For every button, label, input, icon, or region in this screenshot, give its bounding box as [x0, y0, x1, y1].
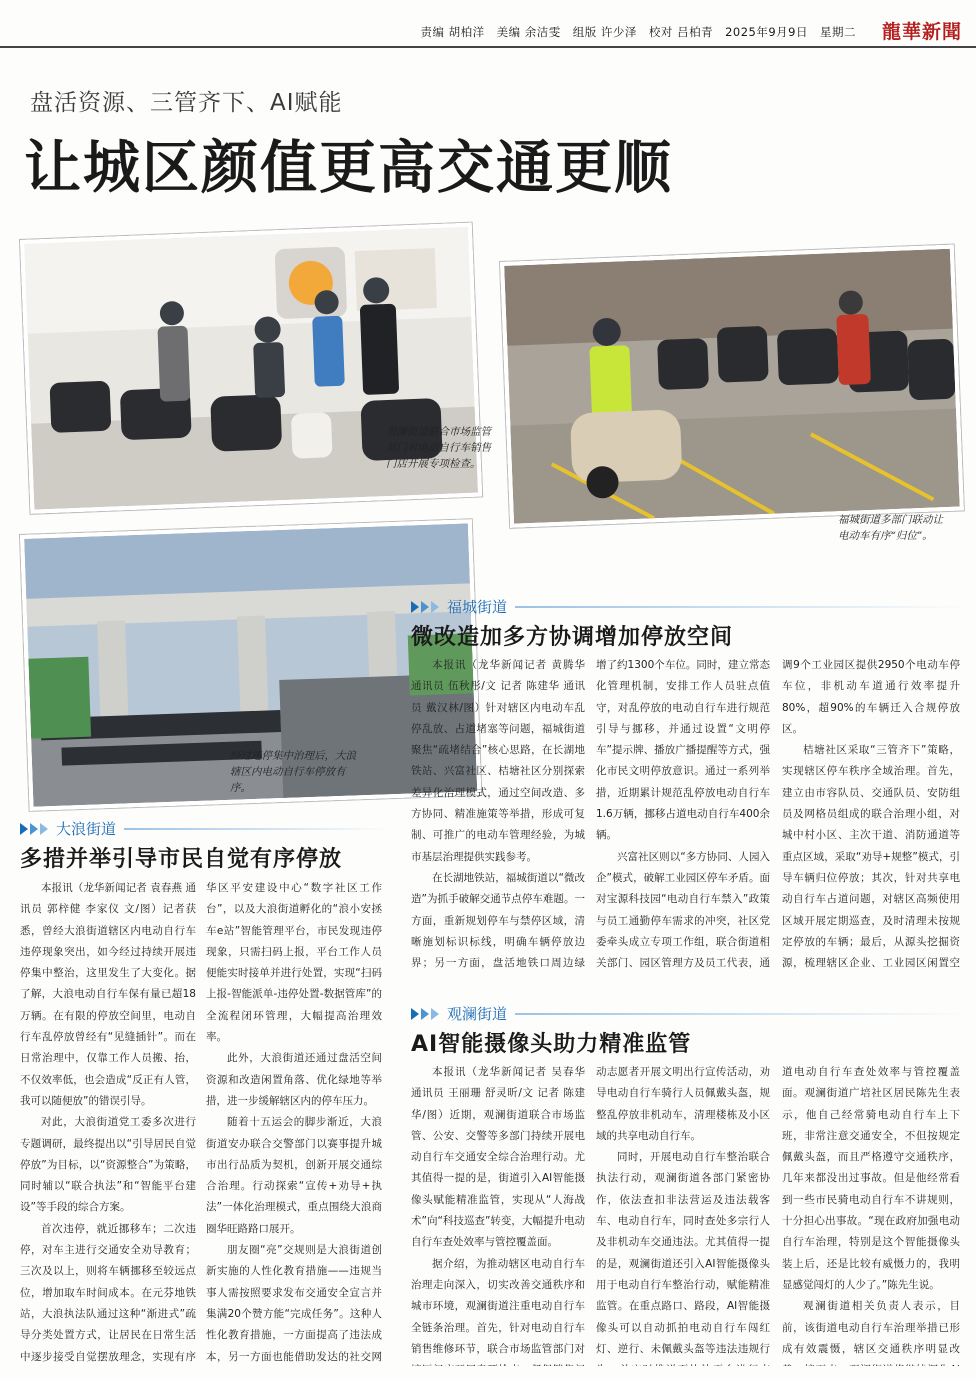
article-paragraph: 朋友圈“亮”交规则是大浪街道创新实施的人性化教育措施——违规当事人需按照要求发布交通安全宣言并集满20个赞方能“完成任务”。这种人性化教育措施，一方面提高了违法成本，另一方面也能借助发达的社交网	[206, 1244, 382, 1363]
article-paragraph: 本报讯（龙华新闻记者 黄腾华 通讯员 伍秋彤/文 记者 陈建华 通讯员 戴汉林/图）针对辖区内电动车乱停乱放、占道堵塞等问题，福城街道聚焦“疏堵结合”核心思路，在长湖地铁站、兴富社区、桔塘社区分别探索差异化治理模式，通过空间改造、多方协同、精准施策等举措，形成可复制、可推广的电动车管理经验，为城市基层治理提供实践参考。	[411, 659, 585, 863]
photo-parking-order	[500, 245, 964, 528]
article-paragraph: 调9个工业园区提供2950个电动车停车位，非机动车道通行效率提升80%，超90%的车辆迁入合规停放区。	[782, 659, 960, 735]
article-paragraph: 首次违停，就近挪移车；二次违停，对车主进行交通安全劝导教育；三次及以上，则将车辆挪移至较远点位，增加取车时间成本。在元芬地铁站，大浪执法队通过这种“渐进式”疏导分类处置方式，让居民在日常生活中逐步接受自觉摆放理念，实现有序	[20, 1222, 196, 1363]
article-paragraph: 此外，大浪街道还通过盘活空间资源和改造闲置角落、优化绿地等举措，进一步缓解辖区内的停车压力。	[206, 1052, 382, 1107]
section-tag-fucheng	[411, 596, 967, 617]
article-paragraph: 道电动自行车查处效率与管控覆盖面。观澜街道广培社区居民陈先生表示，他自己经常骑电动自行车上下班，非常注意交通安全，不但按规定佩戴头盔，而且严格遵守交通秩序，几年来都没出过事故。但是他经常看到一些市民骑电动自行车不讲规则，十分担心出事故。“现在政府加强电动自行车治理，特别是这个智能摄像头装上后，还是比较有威慑力的，我明显感觉闯灯的人少了。”陈先生说。	[782, 1066, 960, 1291]
page-header	[0, 0, 976, 48]
photo-caption-store: 观澜街道联合市场监管部门对电动自行车销售门店开展专项检查。	[386, 426, 491, 470]
article-paragraph: 观澜街道相关负责人表示，目前，该街道电动自行车治理举措已形成有效震慑，辖区交通秩序明显改	[782, 1300, 960, 1355]
article-column-fucheng-2	[596, 655, 770, 975]
article-paragraph: 同时，开展电动自行车整治联合执法行动，观澜街道各部门紧密协作，依法查扣非法营运及违法载客车、电动自行车，同时查处多宗行人及非机动车交通违法。尤其值得一提的是，观澜街道还引入AI智能摄像头用于电动自行车整治行动，赋能精准监管。在重点路口、路段，AI智能摄像头可以自动抓拍电动自行车闯红灯、逆行、未佩戴头盔等违法违规行	[596, 1151, 770, 1355]
photo-caption-metro: 经过违停集中治理后，大浪辖区内电动自行车停放有序。	[230, 750, 356, 794]
chevron-icon	[411, 601, 419, 613]
section-tag-dalang	[20, 818, 390, 839]
article-column-fucheng-1	[411, 655, 585, 975]
article-column-fucheng-3	[782, 655, 960, 975]
section-title-guanlan: AI智能摄像头助力精准监管	[411, 1032, 692, 1057]
article-paragraph: 兴富社区则以“多方协同、人园入企”模式，破解工业园区停车矛盾。面对宝源科技园“电动自行车禁入”政策与员工通勤停车需求的冲突，社区党委牵头成立专项工作组，联合街道相关部门、园区管理方及员工代表，通	[596, 850, 770, 970]
tag-divider	[124, 828, 390, 830]
section-tag-label: 大浪街道	[56, 820, 117, 838]
section-tag-guanlan	[411, 1003, 967, 1024]
chevron-icon	[40, 823, 48, 835]
chevron-icon	[431, 601, 439, 613]
section-tag-label: 观澜街道	[447, 1005, 508, 1023]
tag-divider	[515, 1013, 967, 1015]
article-paragraph: 桔塘社区采取“三管齐下”策略，实现辖区停车秩序全域治理。首先，建立由市容队员、交通队员、安防组员及网格员组成的联合治理小组，对城中村小区、主次干道、消防通道等重点区域，采取“劝导+规整”模式，引导车辆归位停放；其次，针对共享电动自行车占道问题，对辖区高频使用区域开展定期巡查，及时清理未按规定停放的车辆；最后，从源头挖掘资源，梳理辖区企业、工业园区闲置空	[782, 744, 960, 970]
newspaper-brand: 龍華新聞	[881, 21, 962, 43]
main-headline: 让城区颜值更高交通更顺	[24, 134, 673, 201]
article-column-guanlan-3	[782, 1062, 960, 1366]
tag-divider	[515, 606, 967, 608]
article-column-dalang-1	[20, 878, 196, 1366]
article-paragraph: 本报讯（龙华新闻记者 吴春华 通讯员 王丽珊 舒灵昕/文 记者 陈建华/图）近期，观澜街道联合市场监管、公安、交警等多部门持续开展电动自行车交通安全综合治理行动。尤其值得一提的是，街道引入AI智能摄像头赋能精准监管，实现从“人海战术”向“科技巡查”转变，大幅提升电动自行车查处效率与管控覆盖面。	[411, 1066, 585, 1249]
section-title-fucheng: 微改造加多方协调增加停放空间	[411, 625, 734, 650]
photo-caption-parking: 福城街道多部门联动让电动车有序“归位”。	[838, 514, 943, 542]
article-paragraph: 动志愿者开展文明出行宣传活动，劝导电动自行车骑行人员佩戴头盔，规整乱停放非机动车，清理楼栋及小区域的共享电动自行车。	[596, 1066, 770, 1142]
section-title-dalang: 多措并举引导市民自觉有序停放	[20, 847, 343, 872]
chevron-icon	[431, 1008, 439, 1020]
article-paragraph: 本报讯（龙华新闻记者 袁春燕 通讯员 郭梓健 李家仪 文/图）记者获悉，曾经大浪街道辖区内电动自行车违停现象突出，如今经过持续开展违停集中整治，这里发生了大变化。据了解，大浪电动自行车保有量已超18万辆。在有限的停放空间里，电动自行车乱停放曾经有“见缝插针”。而在日常治理中，仅靠工作人员搬、抬，不仅效率低，也会造成“反正有人管，我可以随便放”的错误引导。	[20, 882, 196, 1107]
article-paragraph: 据介绍，为推动辖区电动自行车治理走向深入，切实改善交通秩序和城市环境，观澜街道注重电动自行车全链条治理。首先，针对电动自行车销售维修环节，联合市场监管部门对	[411, 1257, 585, 1355]
chevron-icon	[421, 1008, 429, 1020]
article-paragraph: 对此，大浪街道党工委多次进行专题调研，最终提出以“引导居民自觉停放”为目标，以“资源整合”为策略，同时辅以“联合执法”和“智能平台建设”等手段的综合方案。	[20, 1116, 196, 1214]
article-column-guanlan-1	[411, 1062, 585, 1366]
article-paragraph: 华区平安建设中心“数字社区工作台”，以及大浪街道孵化的“浪小安拯车e站”智能管理平台，市民发现违停现象，只需扫码上报，平台工作人员便能实时接单并进行处置，实现“扫码上报-智能派单-违停处置-数据管库”的全流程闭环管理，大幅提高治理效率。	[206, 882, 382, 1044]
section-tag-label: 福城街道	[447, 598, 508, 616]
chevron-icon	[20, 823, 28, 835]
chevron-icon	[421, 601, 429, 613]
article-paragraph: 随着十五运会的脚步渐近，大浪街道安办联合交警部门以赛事提升城市出行品质为契机，创新开展交通综合治理。行动探索“宣传+劝导+执法”一体化治理模式，重点围绕大浪商圈华旺路路口展开。	[206, 1116, 382, 1235]
chevron-icon	[411, 1008, 419, 1020]
headline-kicker: 盘活资源、三管齐下、AI赋能	[30, 90, 343, 116]
chevron-icon	[30, 823, 38, 835]
article-column-guanlan-2	[596, 1062, 770, 1366]
editor-credits: 责编 胡柏洋 美编 余洁雯 组版 许少泽 校对 吕柏青 2025年9月9日 星期二	[420, 25, 856, 39]
article-paragraph: 增了约1300个车位。同时，建立常态化管理机制，安排工作人员驻点值守，对乱停放的电动自行车进行规范引导与挪移，并通过设置“文明停车”提示牌、播放广播提醒等方式，强化市民文明停放意识。通过一系列举措，近期累计规范乱停放电动自行车1.6万辆，挪移占道电动自行车400余辆。	[596, 659, 770, 842]
article-column-dalang-2	[206, 878, 382, 1366]
article-paragraph: 在长湖地铁站，福城街道以“微改造”为抓手破解交通节点停车难题。一方面，重新规划停车与禁停区域，清晰施划标识标线，明确车辆停放边界；另一方面，盘活地铁口周边绿	[411, 871, 585, 970]
